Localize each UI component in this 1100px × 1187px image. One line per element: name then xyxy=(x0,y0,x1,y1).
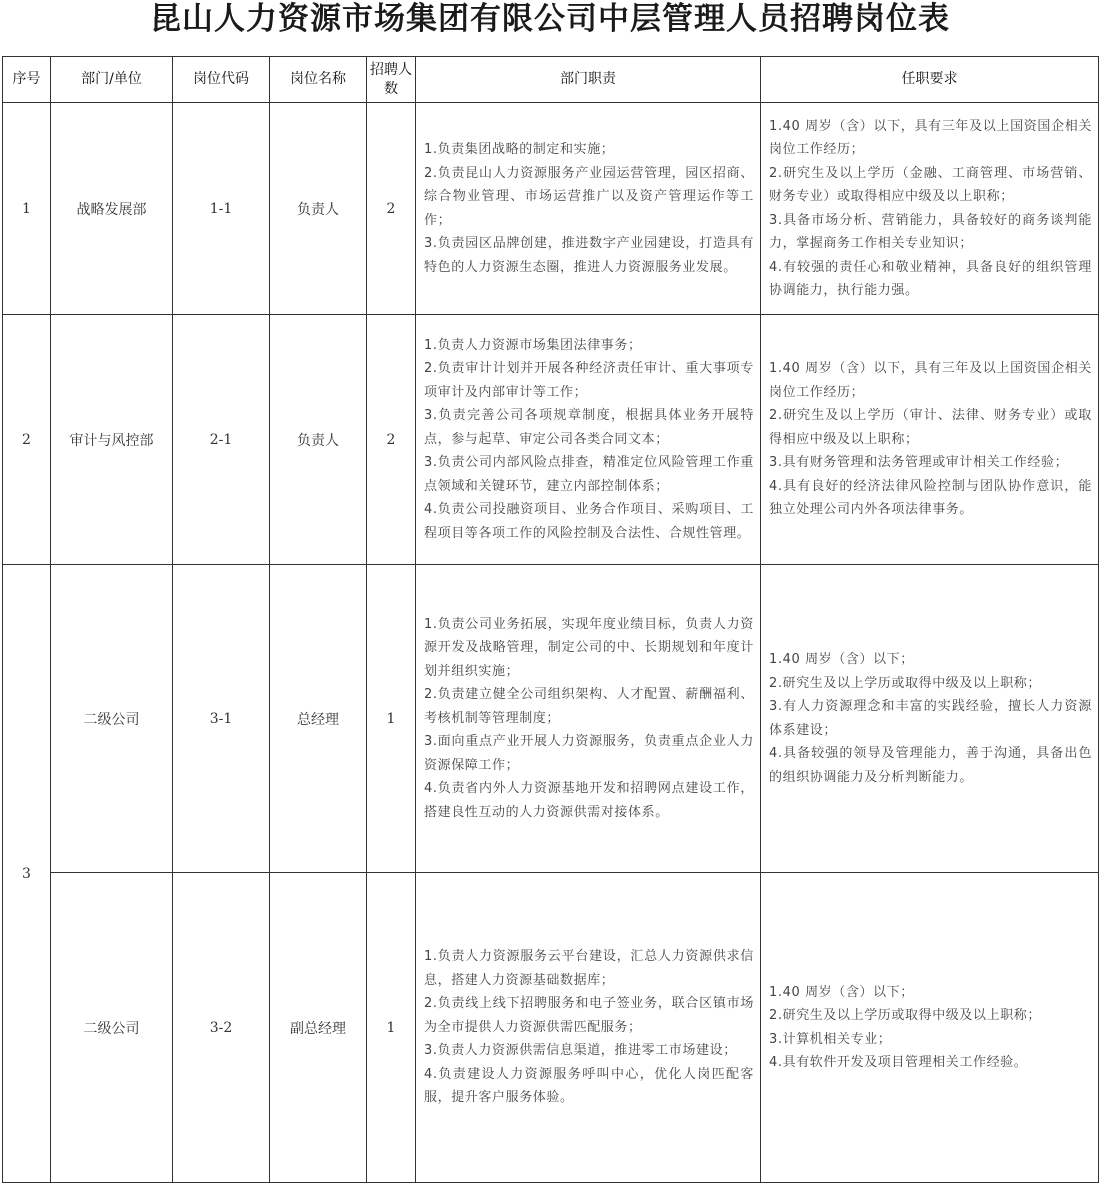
duty-item: 4.负责公司投融资项目、业务合作项目、采购项目、工程项目等各项工作的风险控制及合法性、合规性管理。 xyxy=(424,502,754,541)
table-row xyxy=(3,873,1099,1183)
duty-item: 3.负责人力资源供需信息渠道，推进零工市场建设； xyxy=(424,1043,737,1059)
row-code: 3-2 xyxy=(173,873,270,1183)
recruitment-table xyxy=(2,56,1099,1183)
row-dept: 二级公司 xyxy=(51,565,173,873)
requirement-item: 3.计算机相关专业； xyxy=(769,1031,892,1047)
requirement-item: 4.具有软件开发及项目管理相关工作经验。 xyxy=(769,1055,1028,1070)
table-row xyxy=(3,103,1099,315)
row-dept: 战略发展部 xyxy=(51,103,173,315)
row-position: 负责人 xyxy=(270,315,367,565)
page-title: 昆山人力资源市场集团有限公司中层管理人员招聘岗位表 xyxy=(150,1,950,37)
row-count: 2 xyxy=(367,103,416,315)
header-duties: 部门职责 xyxy=(416,57,761,103)
row-index: 2 xyxy=(3,315,51,565)
row-dept: 审计与风控部 xyxy=(51,315,173,565)
duty-item: 4.负责省内外人力资源基地开发和招聘网点建设工作，搭建良性互动的人力资源供需对接体系。 xyxy=(424,781,754,820)
row-count: 1 xyxy=(367,873,416,1183)
duty-item: 1.负责人力资源服务云平台建设，汇总人力资源供求信息，搭建人力资源基础数据库； xyxy=(424,949,754,988)
header-requirements: 任职要求 xyxy=(761,57,1099,103)
duty-item: 2.负责建立健全公司组织架构、人才配置、薪酬福利、考核机制等管理制度； xyxy=(424,687,754,726)
header-position: 岗位名称 xyxy=(270,57,367,103)
row-requirements xyxy=(761,315,1099,565)
row-count: 1 xyxy=(367,565,416,873)
duty-item: 3.负责公司内部风险点排查，精准定位风险管理工作重点领域和关键环节，建立内部控制体系； xyxy=(424,455,754,494)
row-count: 2 xyxy=(367,315,416,565)
row-position: 负责人 xyxy=(270,103,367,315)
duty-item: 1.负责公司业务拓展，实现年度业绩目标，负责人力资源开发及战略管理，制定公司的中、长期规划和年度计划并组织实施； xyxy=(424,616,754,679)
row-code: 1-1 xyxy=(173,103,270,315)
requirement-item: 2.研究生及以上学历或取得中级及以上职称； xyxy=(769,1008,1042,1023)
row-requirements xyxy=(761,565,1099,873)
duty-item: 3.负责完善公司各项规章制度，根据具体业务开展特点，参与起草、审定公司各类合同文本； xyxy=(424,408,754,447)
duty-item: 4.负责建设人力资源服务呼叫中心，优化人岗匹配客服，提升客户服务体验。 xyxy=(424,1066,754,1106)
header-dept: 部门/单位 xyxy=(51,57,173,103)
requirement-item: 3.具有财务管理和法务管理或审计相关工作经验； xyxy=(769,455,1069,471)
duty-item: 2.负责昆山人力资源服务产业园运营管理，园区招商、综合物业管理、市场运营推广以及资产管理运作等工作； xyxy=(424,165,754,228)
requirement-item: 4.具备较强的领导及管理能力，善于沟通，具备出色的组织协调能力及分析判断能力。 xyxy=(769,746,1092,785)
requirement-item: 4.具有良好的经济法律风险控制与团队协作意识，能独立处理公司内外各项法律事务。 xyxy=(769,478,1092,518)
header-count: 招聘人数 xyxy=(367,57,416,103)
requirement-item: 3.有人力资源理念和丰富的实践经验，擅长人力资源体系建设； xyxy=(769,699,1092,738)
requirement-item: 1.40 周岁（含）以下； xyxy=(769,652,914,667)
row-requirements xyxy=(761,103,1099,315)
row-dept: 二级公司 xyxy=(51,873,173,1183)
header-index: 序号 xyxy=(3,57,51,103)
row-requirements xyxy=(761,873,1099,1183)
requirement-item: 2.研究生及以上学历或取得中级及以上职称； xyxy=(769,675,1042,691)
row-index: 1 xyxy=(3,103,51,315)
row-index: 3 xyxy=(3,565,51,1183)
row-duties xyxy=(416,103,761,315)
row-position: 副总经理 xyxy=(270,873,367,1183)
row-duties xyxy=(416,565,761,873)
duty-item: 1.负责人力资源市场集团法律事务； xyxy=(424,337,642,353)
row-position: 总经理 xyxy=(270,565,367,873)
duty-item: 1.负责集团战略的制定和实施； xyxy=(424,142,615,157)
duty-item: 3.面向重点产业开展人力资源服务，负责重点企业人力资源保障工作； xyxy=(424,734,754,773)
row-code: 2-1 xyxy=(173,315,270,565)
requirement-item: 4.有较强的责任心和敬业精神，具备良好的组织管理协调能力，执行能力强。 xyxy=(769,259,1092,298)
header-code: 岗位代码 xyxy=(173,57,270,103)
row-duties xyxy=(416,873,761,1183)
requirement-item: 1.40 周岁（含）以下，具有三年及以上国资国企相关岗位工作经历； xyxy=(769,361,1092,400)
duty-item: 3.负责园区品牌创建，推进数字产业园建设，打造具有特色的人力资源生态圈，推进人力资源服务业发展。 xyxy=(424,236,754,275)
duty-item: 2.负责审计计划并开展各种经济责任审计、重大事项专项审计及内部审计等工作； xyxy=(424,361,754,400)
requirement-item: 2.研究生及以上学历（审计、法律、财务专业）或取得相应中级及以上职称； xyxy=(769,408,1092,447)
requirement-item: 3.具备市场分析、营销能力，具备较好的商务谈判能力，掌握商务工作相关专业知识； xyxy=(769,212,1092,251)
requirement-item: 1.40 周岁（含）以下，具有三年及以上国资国企相关岗位工作经历； xyxy=(769,118,1092,157)
requirement-item: 1.40 周岁（含）以下； xyxy=(769,984,914,1000)
duty-item: 2.负责线上线下招聘服务和电子签业务，联合区镇市场为全市提供人力资源供需匹配服务； xyxy=(424,996,754,1035)
table-row xyxy=(3,565,1099,873)
table-header-row xyxy=(3,57,1099,103)
requirement-item: 2.研究生及以上学历（金融、工商管理、市场营销、财务专业）或取得相应中级及以上职称； xyxy=(769,165,1092,204)
row-duties xyxy=(416,315,761,565)
row-code: 3-1 xyxy=(173,565,270,873)
table-row xyxy=(3,315,1099,565)
